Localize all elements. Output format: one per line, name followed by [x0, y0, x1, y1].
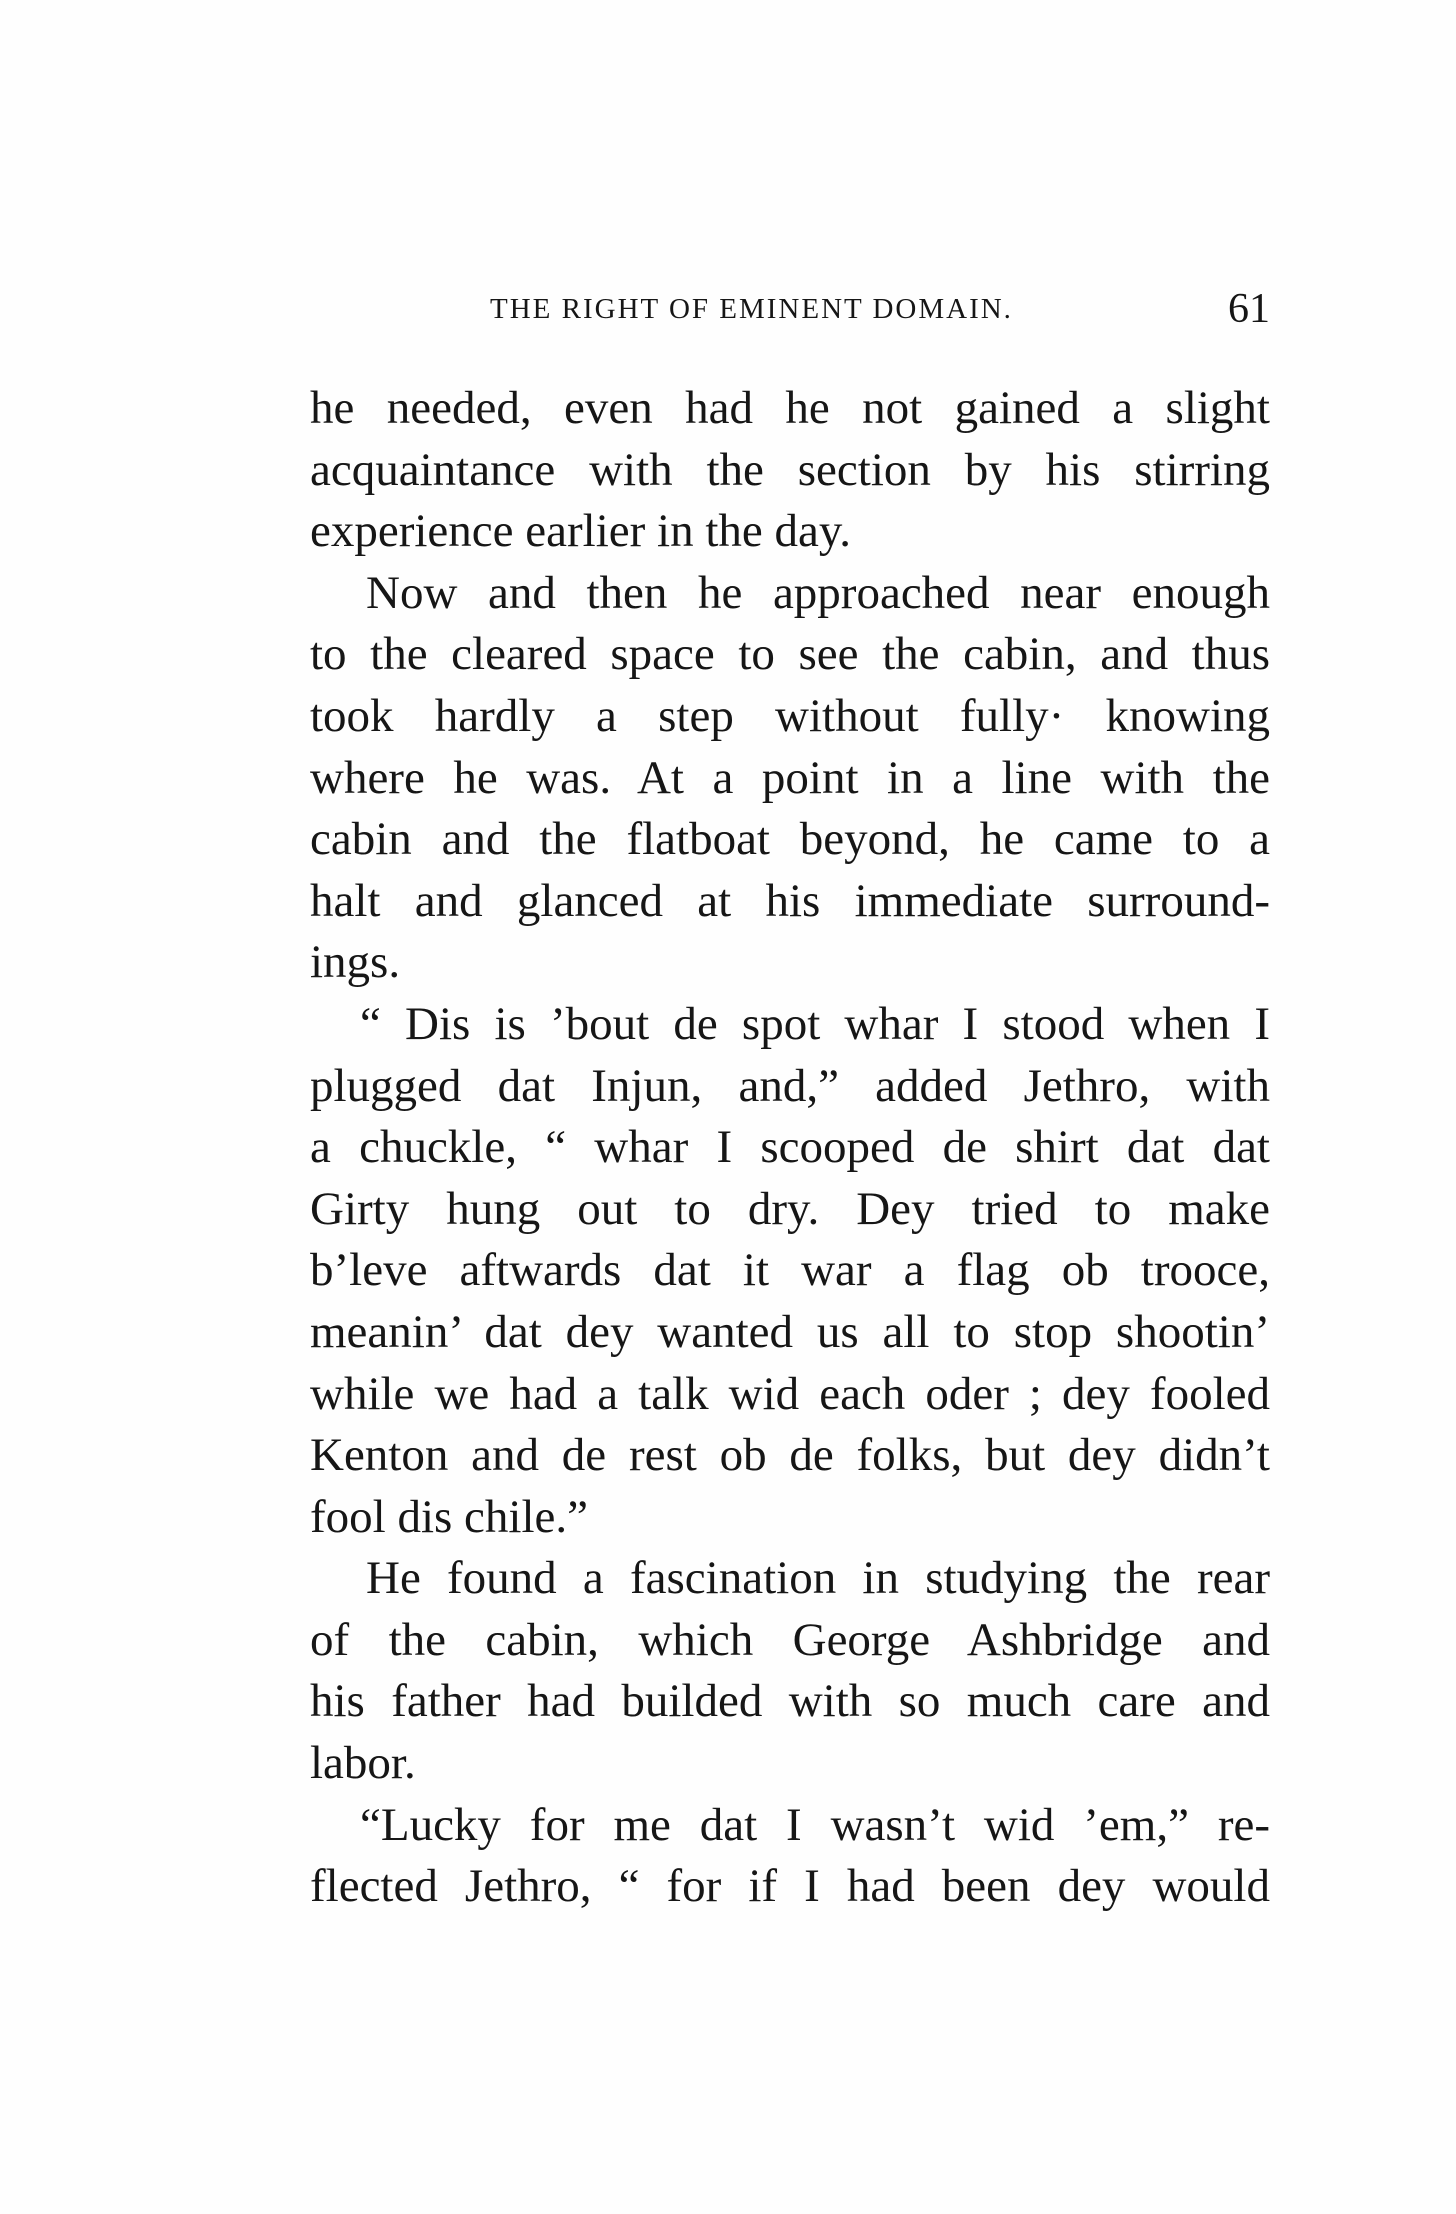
text-line: flected Jethro, “ for if I had been dey would — [310, 1860, 1270, 1913]
text-line: b’leve aftwards dat it war a flag ob trooce, — [310, 1244, 1270, 1297]
text-line: labor. — [310, 1737, 416, 1790]
text-line: acquaintance with the section by his stirring — [310, 443, 1270, 496]
text-line: took hardly a step without fully· knowing — [310, 689, 1270, 742]
page-number: 61 — [1228, 286, 1270, 332]
text-line: he needed, even had he not gained a slight — [310, 382, 1270, 434]
text-line: of the cabin, which George Ashbridge and — [310, 1613, 1270, 1666]
text-line: Now and then he approached near enough — [366, 566, 1270, 619]
text-line: where he was. At a point in a line with the — [310, 751, 1270, 804]
text-line: while we had a talk wid each oder ; dey fooled — [310, 1367, 1270, 1420]
text-line: a chuckle, “ whar I scooped de shirt dat dat — [310, 1121, 1270, 1174]
text-line: Kenton and de rest ob de folks, but dey didn’t — [310, 1429, 1270, 1482]
text-line: meanin’ dat dey wanted us all to stop shootin’ — [310, 1305, 1270, 1358]
text-line: ings. — [310, 936, 401, 989]
text-line: “ Dis is ’bout de spot whar I stood when I — [360, 997, 1270, 1050]
text-line: He found a fascination in studying the rear — [366, 1552, 1270, 1605]
running-title: THE RIGHT OF EMINENT DOMAIN. — [490, 293, 1013, 325]
text-line: cabin and the flatboat beyond, he came to a — [310, 813, 1270, 866]
running-header — [310, 285, 1270, 335]
text-line: experience earlier in the day. — [310, 505, 852, 558]
text-line: plugged dat Injun, and,” added Jethro, with — [310, 1059, 1270, 1112]
body-text — [310, 378, 1270, 1918]
text-line: halt and glanced at his immediate surround- — [310, 874, 1270, 927]
text-line: his father had builded with so much care and — [310, 1675, 1270, 1728]
text-line: to the cleared space to see the cabin, and thus — [310, 628, 1270, 681]
text-line: fool dis chile.” — [310, 1490, 589, 1543]
text-line: Girty hung out to dry. Dey tried to make — [310, 1182, 1270, 1235]
text-line: “Lucky for me dat I wasn’t wid ’em,” re- — [360, 1798, 1270, 1851]
